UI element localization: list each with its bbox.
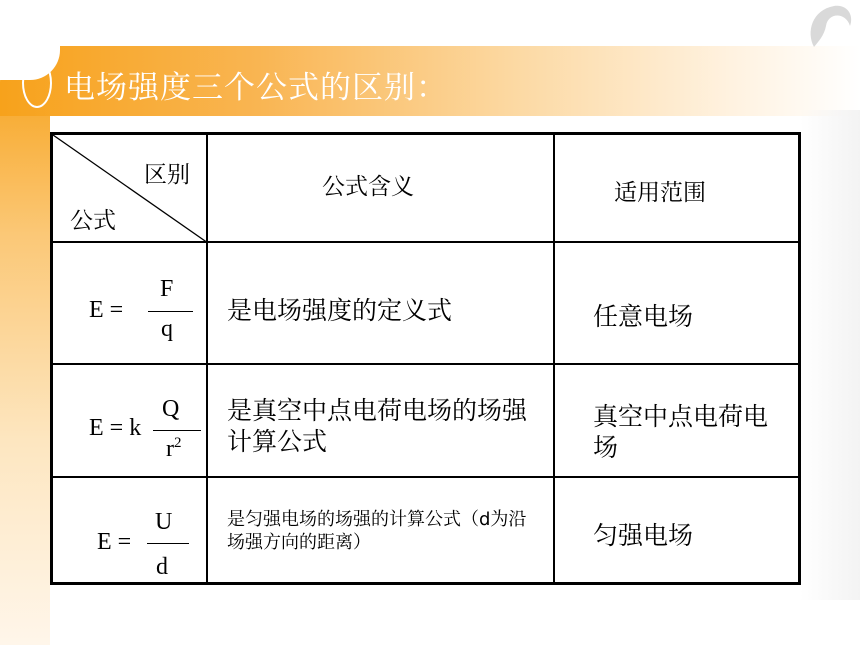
table-divider-row2 [53,363,798,365]
header-corner-top: 区别 [144,162,190,188]
row1-denominator: q [161,316,173,342]
row2-numerator: Q [162,396,180,422]
corner-swirl-icon [804,2,854,52]
right-shadow-decoration [800,110,860,600]
row2-denominator [166,435,182,463]
header-meaning: 公式含义 [322,174,414,200]
header-corner-bottom: 公式 [70,208,116,234]
row1-formula-lhs: E = [89,297,124,323]
row3-numerator: U [155,509,173,535]
comparison-table [50,132,801,585]
row2-scope: 真空中点电荷电场 [593,402,769,463]
row2-meaning: 是真空中点电荷电场的场强计算公式 [227,396,528,457]
row2-denominator-base: r [166,436,174,462]
row1-meaning: 是电场强度的定义式 [227,296,453,325]
title-oval-decoration [22,58,52,108]
slide-title: 电场强度三个公式的区别： [64,70,448,106]
row3-formula-lhs: E = [97,529,132,555]
row3-meaning: 是匀强电场的场强的计算公式（d为沿场强方向的距离） [227,509,527,553]
row2-denominator-exponent: 2 [174,435,182,451]
table-divider-col2 [553,135,555,582]
row2-formula-lhs: E = k [89,415,142,441]
left-decorative-band [0,60,50,645]
row3-scope: 匀强电场 [593,521,694,550]
table-divider-row3 [53,476,798,478]
row3-denominator: d [156,554,168,580]
row1-scope: 任意电场 [593,302,694,331]
header-scope: 适用范围 [614,180,706,206]
row2-fraction-bar [153,430,201,431]
row1-numerator: F [160,276,174,302]
row1-fraction-bar [148,311,193,312]
row3-fraction-bar [147,543,189,544]
